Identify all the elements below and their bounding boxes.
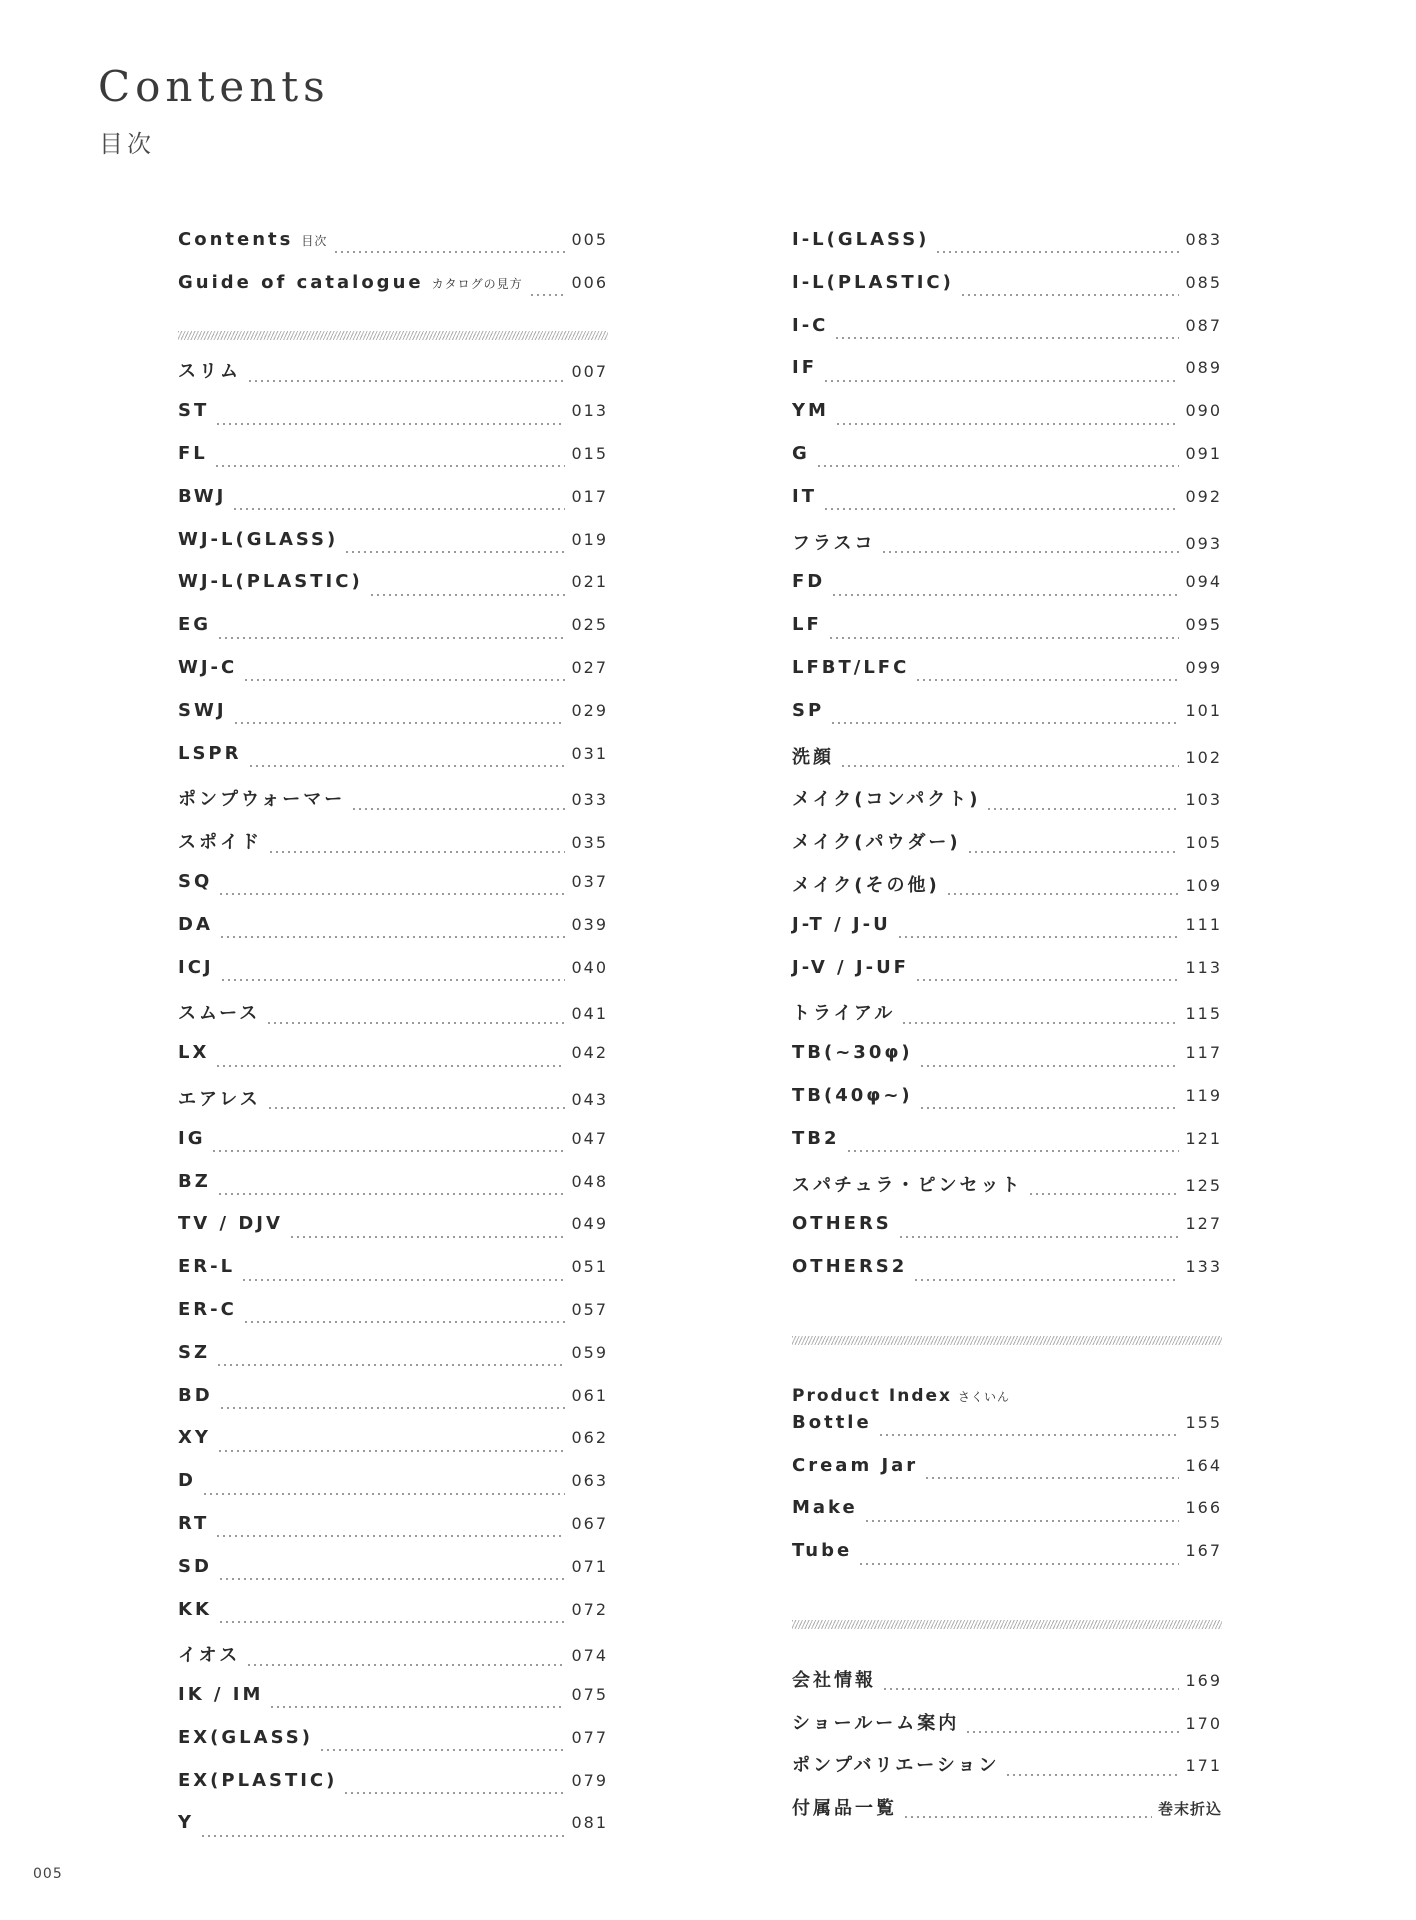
- toc-entry[interactable]: [178, 1470, 608, 1513]
- toc-entry-page: 021: [571, 572, 608, 592]
- dot-leader: [343, 1792, 565, 1794]
- dot-leader: [960, 294, 1180, 296]
- toc-entry-page: 083: [1185, 230, 1222, 249]
- toc-entry[interactable]: [792, 1171, 1222, 1214]
- dot-leader: [241, 1279, 565, 1281]
- toc-entry-page: 133: [1185, 1257, 1222, 1277]
- toc-entry[interactable]: [792, 743, 1222, 786]
- toc-entry-page: 017: [571, 486, 608, 506]
- toc-entry[interactable]: [792, 1455, 1222, 1498]
- toc-entry-page: 074: [571, 1646, 608, 1666]
- toc-entry-page: 081: [571, 1813, 608, 1833]
- dot-leader: [831, 594, 1179, 596]
- toc-entry[interactable]: [178, 1085, 608, 1128]
- toc-entry[interactable]: [178, 1299, 608, 1342]
- dot-leader: [216, 1364, 565, 1366]
- dot-leader: [823, 380, 1179, 382]
- toc-entry-label: Guide of catalogue: [178, 271, 424, 293]
- company-entries: [792, 1666, 1222, 1837]
- toc-entry-label: イオス: [178, 1645, 241, 1667]
- toc-entry[interactable]: [178, 957, 608, 1000]
- toc-entry[interactable]: [178, 1042, 608, 1085]
- toc-entry[interactable]: [178, 400, 608, 443]
- dot-leader: [344, 551, 565, 553]
- toc-entry-label: Contents: [178, 229, 294, 250]
- toc-entry-label: 付属品一覧: [792, 1798, 897, 1820]
- toc-entry-label: メイク(コンパクト): [792, 789, 981, 811]
- toc-entry-label: SP: [792, 699, 825, 721]
- toc-entry-label: LSPR: [178, 742, 242, 764]
- toc-entry[interactable]: [792, 1213, 1222, 1256]
- toc-entry[interactable]: [178, 1684, 608, 1727]
- toc-left-column: [178, 229, 608, 1855]
- toc-entry-label: LF: [792, 614, 822, 636]
- toc-entry-page: 092: [1185, 486, 1222, 506]
- dot-leader: [965, 1731, 1179, 1733]
- toc-entry-page: 171: [1185, 1756, 1222, 1776]
- dot-leader: [897, 936, 1180, 938]
- dot-leader: [351, 808, 565, 810]
- dot-leader: [200, 1835, 565, 1837]
- toc-entry-page: 072: [571, 1599, 608, 1619]
- toc-entry-page: 043: [571, 1089, 608, 1109]
- dot-leader: [247, 380, 565, 382]
- toc-entry[interactable]: [792, 1709, 1222, 1752]
- dot-leader: [217, 1193, 566, 1195]
- toc-entry-page: 061: [571, 1385, 608, 1405]
- toc-entry[interactable]: [178, 486, 608, 529]
- toc-entry-label: トライアル: [792, 1003, 896, 1025]
- toc-separator: [792, 1319, 1222, 1362]
- toc-entry-label: ER-C: [178, 1298, 237, 1320]
- toc-separator: [792, 1603, 1222, 1646]
- dot-leader: [215, 1065, 565, 1067]
- toc-entry-label: WJ-L(GLASS): [178, 528, 339, 550]
- toc-entry[interactable]: [178, 1727, 608, 1770]
- toc-entry-page: 059: [571, 1342, 608, 1362]
- dot-leader: [816, 465, 1180, 467]
- dot-leader: [915, 679, 1179, 681]
- dot-leader: [858, 1563, 1179, 1565]
- toc-entry[interactable]: [792, 914, 1222, 957]
- toc-entry-page: 048: [571, 1171, 608, 1191]
- dot-leader: [269, 1706, 565, 1708]
- toc-entry-page: 005: [571, 230, 608, 249]
- toc-entry[interactable]: [178, 657, 608, 700]
- toc-entry-label: BD: [178, 1384, 213, 1406]
- dot-leader: [935, 251, 1179, 253]
- toc-entry-label: スポイド: [178, 832, 262, 854]
- dot-leader: [333, 251, 565, 253]
- dot-leader: [246, 1664, 565, 1666]
- toc-entry[interactable]: [792, 1751, 1222, 1794]
- toc-entry[interactable]: [792, 443, 1222, 486]
- toc-entry-page: 115: [1185, 1004, 1222, 1024]
- toc-entry-page: 089: [1185, 358, 1222, 378]
- toc-entry-page: 170: [1185, 1713, 1222, 1733]
- toc-entry-label: I-L(PLASTIC): [792, 271, 954, 293]
- toc-entry[interactable]: [178, 1513, 608, 1556]
- toc-entry[interactable]: [178, 1427, 608, 1470]
- toc-entry-label: EG: [178, 614, 212, 636]
- toc-entry-page: 037: [571, 871, 608, 891]
- toc-entry-page: 051: [571, 1257, 608, 1277]
- toc-entry-label: G: [792, 442, 810, 464]
- toc-entry-page: 025: [571, 615, 608, 635]
- toc-entry-label: EX(GLASS): [178, 1726, 313, 1748]
- toc-entry-label: ポンプウォーマー: [178, 789, 346, 811]
- toc-entry-page: 101: [1185, 700, 1222, 720]
- toc-entry-page: 127: [1185, 1214, 1222, 1234]
- toc-entry[interactable]: [178, 529, 608, 572]
- toc-entry-label: フラスコ: [792, 532, 876, 554]
- dot-leader: [267, 1107, 566, 1109]
- toc-entry[interactable]: [178, 443, 608, 486]
- toc-entry[interactable]: [792, 1540, 1222, 1583]
- toc-entry-page: 039: [571, 914, 608, 934]
- dot-leader: [919, 1107, 1180, 1109]
- dot-leader: [217, 1450, 566, 1452]
- toc-entry[interactable]: [792, 1666, 1222, 1709]
- toc-entry[interactable]: [792, 571, 1222, 614]
- toc-entry[interactable]: [792, 785, 1222, 828]
- dot-leader: [220, 979, 566, 981]
- dot-leader: [289, 1236, 566, 1238]
- dot-leader: [823, 508, 1179, 510]
- dot-leader: [840, 765, 1179, 767]
- toc-entry[interactable]: [792, 229, 1222, 272]
- toc-entry[interactable]: [792, 871, 1222, 914]
- toc-entry-page: 085: [1185, 272, 1222, 292]
- toc-entry-label: IG: [178, 1127, 206, 1149]
- toc-entry-label: J-T / J-U: [792, 913, 891, 935]
- toc-entry[interactable]: [178, 1556, 608, 1599]
- toc-entry-label: EX(PLASTIC): [178, 1769, 338, 1791]
- dot-leader: [835, 423, 1180, 425]
- toc-entry-page: 041: [571, 1004, 608, 1024]
- dot-leader: [901, 1022, 1179, 1024]
- toc-entry-page: 109: [1185, 875, 1222, 895]
- toc-entry[interactable]: [792, 828, 1222, 871]
- dot-leader: [881, 551, 1179, 553]
- dot-leader: [215, 1535, 565, 1537]
- toc-entry[interactable]: [792, 400, 1222, 443]
- dot-leader: [1005, 1774, 1179, 1776]
- toc-entry-page: 015: [571, 443, 608, 463]
- toc-entry-page: 007: [571, 362, 608, 382]
- dot-leader: [232, 508, 565, 510]
- toc-entry-label: IT: [792, 485, 817, 507]
- toc-entry-page: 111: [1185, 914, 1222, 934]
- toc-entry[interactable]: [792, 700, 1222, 743]
- dot-leader: [268, 851, 565, 853]
- toc-entry-page: 119: [1185, 1085, 1222, 1105]
- dot-leader: [1028, 1193, 1179, 1195]
- toc-entry-page: 093: [1185, 533, 1222, 553]
- toc-entry-label: SQ: [178, 870, 213, 892]
- toc-entry-label: ER-L: [178, 1256, 236, 1278]
- toc-entry-label: I-L(GLASS): [792, 229, 930, 250]
- toc-entry-label: DA: [178, 913, 213, 935]
- toc-entry-page: 049: [571, 1214, 608, 1234]
- toc-entry[interactable]: [178, 1256, 608, 1299]
- toc-entry-label: メイク(パウダー): [792, 832, 961, 854]
- dot-leader: [924, 1477, 1179, 1479]
- toc-entry[interactable]: [178, 785, 608, 828]
- dot-leader: [882, 1688, 1179, 1690]
- dot-leader: [243, 1321, 566, 1323]
- dot-leader: [233, 722, 566, 724]
- toc-entry-page: 095: [1185, 615, 1222, 635]
- toc-entry-page: 035: [571, 833, 608, 853]
- toc-entry-page: 090: [1185, 401, 1222, 421]
- toc-entry[interactable]: [792, 272, 1222, 315]
- toc-entry-page: 167: [1185, 1541, 1222, 1561]
- toc-entry[interactable]: [178, 700, 608, 743]
- dot-leader: [864, 1520, 1180, 1522]
- dot-leader: [319, 1749, 566, 1751]
- toc-entry[interactable]: [178, 1385, 608, 1428]
- toc-entry-page: 117: [1185, 1043, 1222, 1063]
- dot-leader: [219, 936, 566, 938]
- toc-entry-label: ST: [178, 400, 210, 422]
- toc-entry-label: XY: [178, 1427, 211, 1449]
- toc-entry-label: J-V / J-UF: [792, 956, 909, 978]
- toc-entry-page: 047: [571, 1128, 608, 1148]
- toc-entry-label: RT: [178, 1512, 210, 1534]
- product-index-heading: [792, 1382, 1222, 1412]
- toc-entry[interactable]: [178, 357, 608, 400]
- toc-entry-page: 006: [571, 272, 608, 292]
- dot-leader: [369, 594, 566, 596]
- toc-entry-label: WJ-C: [178, 656, 238, 678]
- toc-entry[interactable]: [178, 1599, 608, 1642]
- toc-entry-label: LFBT/LFC: [792, 656, 910, 678]
- toc-entry-label: エアレス: [178, 1088, 261, 1110]
- toc-entry-label: BWJ: [178, 485, 227, 507]
- toc-entry-page: 087: [1185, 315, 1222, 335]
- dot-leader: [243, 679, 565, 681]
- toc-entry-page: 063: [571, 1471, 608, 1491]
- toc-entry[interactable]: [178, 571, 608, 614]
- toc-entry-label: 会社情報: [792, 1669, 876, 1691]
- toc-entry[interactable]: [178, 1812, 608, 1855]
- page-number: 005: [33, 1866, 63, 1882]
- toc-entry[interactable]: [792, 1256, 1222, 1299]
- dot-leader: [218, 1621, 566, 1623]
- toc-entry-label: IK / IM: [178, 1684, 264, 1706]
- toc-entry-page: 155: [1185, 1412, 1222, 1432]
- dot-leader: [219, 1407, 566, 1409]
- toc-entry-page: 091: [1185, 443, 1222, 463]
- dot-leader: [919, 1065, 1180, 1067]
- toc-entry-page: 031: [571, 743, 608, 763]
- toc-entry[interactable]: [792, 957, 1222, 1000]
- toc-entry[interactable]: [792, 529, 1222, 572]
- toc-entry-label: ポンプバリエーション: [792, 1755, 1000, 1777]
- toc-right-column: [792, 229, 1222, 1837]
- toc-entry-label: SWJ: [178, 699, 227, 721]
- dot-leader: [218, 893, 565, 895]
- toc-entry-page: 062: [571, 1428, 608, 1448]
- toc-entry[interactable]: [178, 828, 608, 871]
- toc-entry-label: 洗顔: [792, 746, 834, 768]
- toc-entry-note: カタログの見方: [431, 276, 523, 291]
- product-index-entries: [792, 1412, 1222, 1583]
- toc-entry-label: D: [178, 1470, 196, 1492]
- toc-entry-page: 033: [571, 790, 608, 810]
- toc-entry-page: 121: [1185, 1128, 1222, 1148]
- toc-entry-label: Cream Jar: [792, 1454, 919, 1476]
- dot-leader: [915, 979, 1179, 981]
- toc-entry[interactable]: [792, 1042, 1222, 1085]
- toc-entry-page: 057: [571, 1299, 608, 1319]
- dot-leader: [215, 423, 565, 425]
- page-subtitle: 目次: [99, 130, 155, 158]
- dot-leader: [214, 465, 566, 467]
- dot-leader: [217, 637, 565, 639]
- toc-entry-page: 099: [1185, 657, 1222, 677]
- toc-entry[interactable]: [178, 1770, 608, 1813]
- toc-entry-page: 013: [571, 401, 608, 421]
- dot-leader: [946, 893, 1180, 895]
- toc-entry-label: TV / DJV: [178, 1213, 283, 1235]
- toc-entry-page: 169: [1185, 1670, 1222, 1690]
- toc-entry[interactable]: [178, 1128, 608, 1171]
- toc-entry-label: SZ: [178, 1341, 211, 1363]
- toc-entry[interactable]: [792, 357, 1222, 400]
- toc-entry-page: 019: [571, 529, 608, 549]
- toc-entry-label: ICJ: [178, 956, 214, 978]
- toc-right-entries: [792, 229, 1222, 1299]
- toc-entry-label: メイク(その他): [792, 874, 940, 896]
- toc-entry[interactable]: [178, 1342, 608, 1385]
- page-title: Contents: [98, 62, 330, 111]
- toc-entry-page: 103: [1185, 790, 1222, 810]
- toc-entry[interactable]: [178, 229, 608, 272]
- toc-entry-label: IF: [792, 357, 817, 379]
- toc-entry-label: スムース: [178, 1003, 261, 1025]
- dot-leader: [913, 1279, 1179, 1281]
- toc-entry-label: スリム: [178, 361, 241, 383]
- toc-entry-page: 166: [1185, 1498, 1222, 1518]
- toc-entry[interactable]: [792, 1412, 1222, 1455]
- toc-entry-page: 102: [1185, 747, 1222, 767]
- toc-entry-page: 105: [1185, 833, 1222, 853]
- toc-entry-label: TB(~30φ): [792, 1042, 913, 1064]
- toc-separator: [178, 315, 608, 358]
- toc-entry-page: 071: [571, 1556, 608, 1576]
- dot-leader: [830, 722, 1179, 724]
- toc-entry-page: 042: [571, 1043, 608, 1063]
- toc-entry-label: WJ-L(PLASTIC): [178, 571, 363, 593]
- toc-entry-page: 029: [571, 700, 608, 720]
- toc-entry-label: KK: [178, 1598, 212, 1620]
- toc-entry[interactable]: [178, 743, 608, 786]
- toc-entry-page: 079: [571, 1770, 608, 1790]
- toc-entry-label: TB(40φ~): [792, 1084, 913, 1106]
- toc-entry-page: 075: [571, 1685, 608, 1705]
- toc-entry-page: 125: [1185, 1175, 1222, 1195]
- toc-entry-label: Tube: [792, 1540, 853, 1562]
- dot-leader: [211, 1150, 565, 1152]
- toc-entry[interactable]: [792, 1128, 1222, 1171]
- dot-leader: [529, 294, 566, 296]
- dot-leader: [898, 1236, 1180, 1238]
- toc-entry[interactable]: [792, 657, 1222, 700]
- toc-entry-page: 077: [571, 1727, 608, 1747]
- toc-entry[interactable]: [178, 999, 608, 1042]
- product-index-title: Product Index: [792, 1385, 953, 1406]
- toc-entry-page: 113: [1185, 957, 1222, 977]
- toc-entry-page: 027: [571, 657, 608, 677]
- dot-leader: [903, 1816, 1152, 1818]
- toc-entry-page: 094: [1185, 572, 1222, 592]
- dot-leader: [967, 851, 1180, 853]
- toc-entry-label: SD: [178, 1555, 212, 1577]
- product-index-note: さくいん: [958, 1389, 1011, 1404]
- toc-entry-page: 164: [1185, 1455, 1222, 1475]
- toc-entry-label: FD: [792, 571, 826, 593]
- dot-leader: [986, 808, 1179, 810]
- dot-leader: [878, 1434, 1180, 1436]
- toc-entry-label: ショールーム案内: [792, 1712, 960, 1734]
- toc-entry-label: BZ: [178, 1170, 211, 1192]
- toc-entry-page: 067: [571, 1513, 608, 1533]
- toc-entry-label: TB2: [792, 1127, 840, 1149]
- toc-entry-label: FL: [178, 442, 208, 464]
- dot-leader: [266, 1022, 565, 1024]
- dot-leader: [248, 765, 566, 767]
- dot-leader: [828, 637, 1180, 639]
- toc-entry[interactable]: [178, 914, 608, 957]
- toc-entry-label: Make: [792, 1497, 858, 1519]
- toc-entry[interactable]: [178, 1213, 608, 1256]
- dot-leader: [218, 1578, 566, 1580]
- toc-entry[interactable]: [792, 315, 1222, 358]
- dot-leader: [846, 1150, 1180, 1152]
- toc-entry-label: スパチュラ・ピンセット: [792, 1174, 1023, 1196]
- toc-entry[interactable]: [178, 1171, 608, 1214]
- toc-entry-label: Y: [178, 1812, 195, 1834]
- toc-entry-label: LX: [178, 1042, 210, 1064]
- toc-entry-label: Bottle: [792, 1411, 872, 1433]
- toc-entry-page: 巻末折込: [1157, 1800, 1222, 1819]
- toc-entry-note: 目次: [301, 234, 328, 248]
- toc-entry-label: YM: [792, 400, 829, 422]
- toc-entry[interactable]: [792, 999, 1222, 1042]
- toc-entry[interactable]: [792, 486, 1222, 529]
- toc-entry-label: OTHERS2: [792, 1256, 908, 1278]
- toc-entry[interactable]: [792, 614, 1222, 657]
- toc-entry[interactable]: [178, 871, 608, 914]
- toc-entry[interactable]: [792, 1085, 1222, 1128]
- toc-entry[interactable]: [178, 614, 608, 657]
- toc-entry[interactable]: [178, 272, 608, 315]
- toc-entry-label: OTHERS: [792, 1213, 892, 1235]
- toc-entry-label: I-C: [792, 314, 829, 336]
- dot-leader: [834, 337, 1179, 339]
- dot-leader: [202, 1493, 566, 1495]
- toc-entry[interactable]: [792, 1497, 1222, 1540]
- toc-entry-page: 040: [571, 957, 608, 977]
- toc-entry[interactable]: [792, 1794, 1222, 1837]
- toc-entry[interactable]: [178, 1641, 608, 1684]
